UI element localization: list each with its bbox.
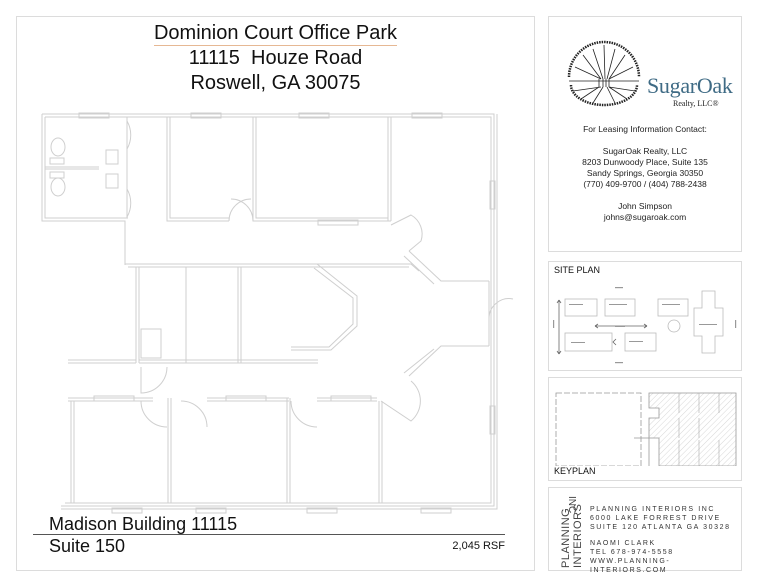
pi-street: 6000 LAKE FORREST DRIVE	[590, 515, 721, 522]
planning-interiors-logo	[557, 494, 587, 568]
keyplan-label: KEYPLAN	[554, 466, 596, 476]
pi-phone: TEL 678-974-5558	[590, 549, 674, 556]
site-plan-label: SITE PLAN	[554, 265, 601, 275]
keyplan-panel	[548, 377, 742, 481]
contact-street: 8203 Dunwoody Place, Suite 135	[582, 157, 708, 167]
floor-plan-drawing	[17, 17, 536, 572]
address-city: Roswell, GA 30075	[190, 72, 361, 94]
contact-heading: For Leasing Information Contact:	[583, 124, 707, 134]
svg-text:INTERIORS: INTERIORS	[572, 503, 584, 568]
contact-block	[549, 124, 741, 223]
planning-interiors-panel	[548, 487, 742, 574]
pi-company: PLANNING INTERIORS INC	[590, 506, 716, 513]
suite-info-block	[33, 514, 505, 561]
keyplan-drawing	[549, 378, 741, 466]
leasing-contact-panel	[548, 16, 742, 252]
site-plan-drawing	[549, 262, 741, 370]
contact-person: John Simpson	[618, 201, 672, 211]
planning-interiors-info	[590, 505, 741, 575]
rentable-area: 2,045 RSF	[452, 540, 505, 552]
contact-email[interactable]: johns@sugaroak.com	[603, 212, 687, 222]
contact-city: Sandy Springs, Georgia 30350	[586, 168, 704, 178]
brand-name: SugarOak	[647, 73, 733, 98]
site-plan-panel	[548, 261, 742, 371]
suite-number: Suite 150	[49, 536, 126, 556]
pi-city: SUITE 120 ATLANTA GA 30328	[590, 524, 731, 531]
oak-tree-icon	[563, 37, 645, 107]
address-street: 11115 Houze Road	[188, 47, 363, 69]
pi-website[interactable]: WWW.PLANNING-INTERIORS.COM	[590, 558, 671, 574]
contact-company: SugarOak Realty, LLC	[602, 146, 688, 156]
property-title: Dominion Court Office Park	[153, 22, 398, 44]
contact-phones: (770) 409-9700 / (404) 788-2438	[583, 179, 707, 189]
pi-contact-name: NAOMI CLARK	[590, 540, 656, 547]
building-name: Madison Building 11115	[49, 514, 238, 534]
svg-text:INC: INC	[566, 496, 577, 514]
sugaroak-logo	[563, 37, 733, 107]
floor-plan-sheet	[16, 16, 535, 571]
svg-text:PLANNING: PLANNING	[560, 507, 572, 568]
brand-subtitle: Realty, LLC®	[673, 99, 719, 108]
